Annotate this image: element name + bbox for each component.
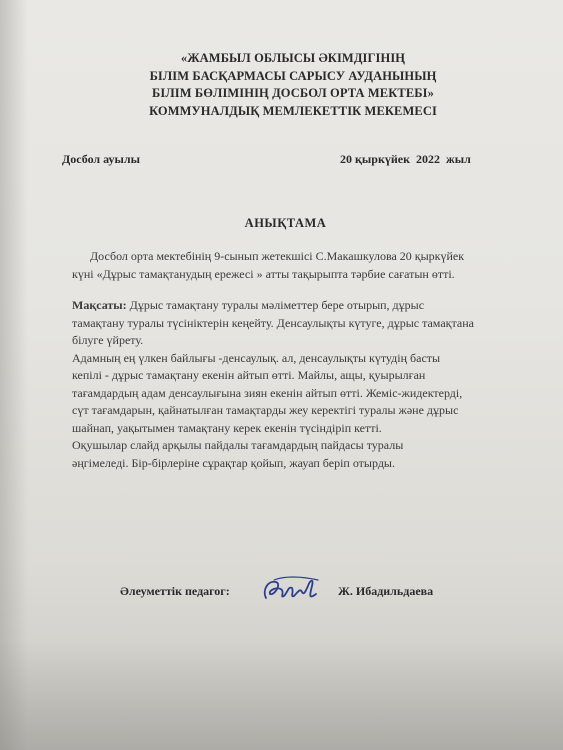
document-date: 20 қыркүйек 2022 жыл [340,152,471,166]
goal-line [72,297,492,315]
page-shadow-bottom [0,640,563,750]
intro-paragraph [72,248,492,283]
header-line: БІЛІМ БАСҚАРМАСЫ САРЫСУ АУДАНЫНЫҢ [149,68,437,83]
handwritten-signature [260,572,324,606]
page-shadow-left [0,0,28,750]
text-line: білуге үйрету. [72,333,144,347]
text-line: Адамның ең үлкен байлығы -денсаулық. ал, денсаулықты күтудің басты [72,350,441,365]
goal-text: Дұрыс тамақтану туралы мәліметтер бере отырып, дұрыс [126,298,425,312]
signatory-name: Ж. Ибадильдаева [338,584,434,598]
text-line: күні «Дұрыс тамақтанудың ережесі » атты тақырыпта тәрбие сағатын өтті. [72,266,455,281]
text-line: кепілі - дұрыс тамақтану екенін айтып өтті. Майлы, ащы, қуырылған [72,368,426,382]
place-name: Досбол ауылы [62,152,141,166]
institution-header [128,50,458,120]
header-line: БІЛІМ БӨЛІМІНІҢ ДОСБОЛ ОРТА МЕКТЕБІ» [152,86,434,100]
text-line: әңгімеледі. Бір-бірлеріне сұрақтар қойып, жауап беріп отырды. [72,455,395,470]
text-line: шайнап, уақытымен тамақтану керек екенін түсіндіріп кетті. [72,420,382,435]
text-line: Досбол орта мектебінің 9-сынып жетекшісі С.Макашкулова 20 қыркүйек [90,249,465,263]
document-title: АНЫҚТАМА [244,216,327,230]
goal-label: Мақсаты: [72,298,127,312]
signature-label: Әлеуметтік педагог: [120,584,230,598]
text-line: тамақтану туралы түсініктерін кеңейту. Денсаулықты күтуге, дұрыс тамақтана [72,315,474,330]
header-line: «ЖАМБЫЛ ОБЛЫСЫ ӘКІМДІГІНІҢ [180,51,406,65]
text-line: сүт тағамдарын, қайнатылған тамақтарды жеу керектігі туралы және дұрыс [72,403,459,417]
main-body [72,297,492,472]
text-line: Оқушылар слайд арқылы пайдалы тағамдардың пайдасы туралы [72,438,404,452]
signature-block [120,578,480,608]
header-line: КОММУНАЛДЫҚ МЕМЛЕКЕТТІК МЕКЕМЕСІ [149,103,437,118]
text-line: тағамдардың адам денсаулығына зиян екенін айтып өтті. Жеміс-жидектерді, [72,385,463,400]
